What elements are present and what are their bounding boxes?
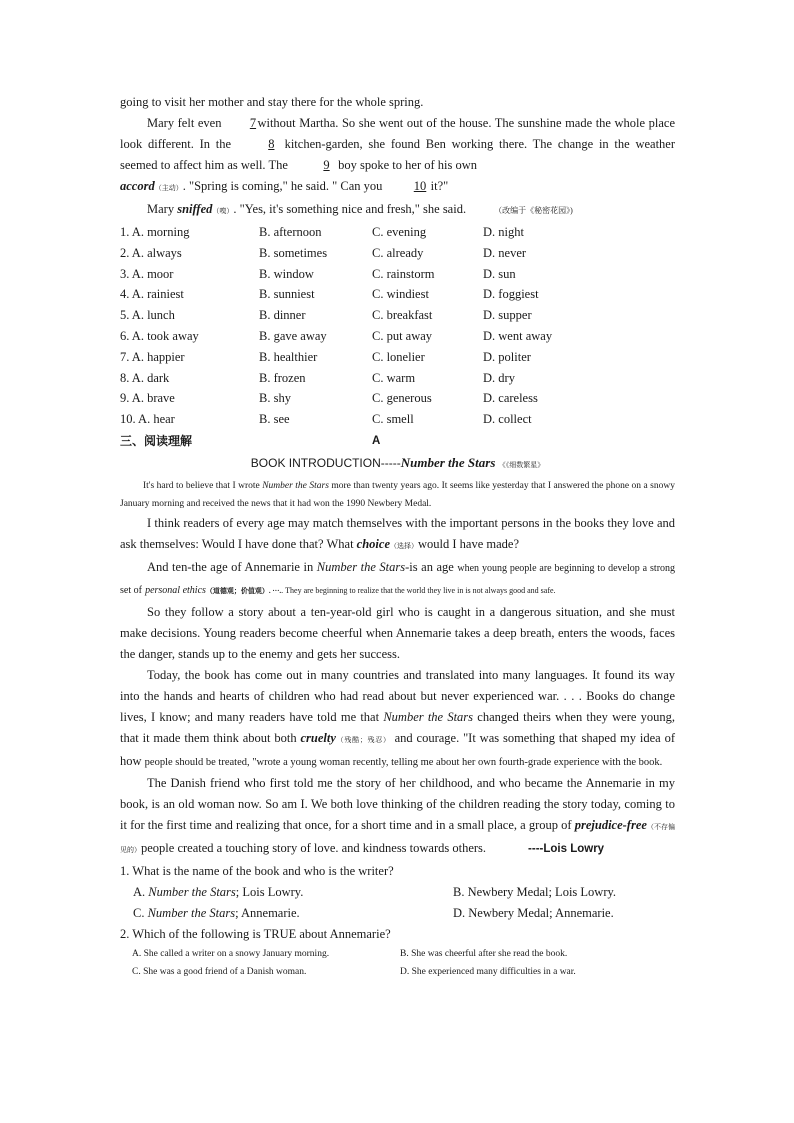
option-c[interactable]: C. rainstorm — [372, 266, 435, 281]
section-heading — [120, 430, 675, 452]
text: it?" — [430, 179, 449, 193]
story-paragraph — [120, 199, 675, 222]
option-d[interactable]: D. supper — [483, 308, 532, 323]
text: The Danish friend who first told me the story of her childhood, and who became the Annemarie in my book, is an old woman now. So am I. We both love thinking of the children reading the story today, coming to it for the first time and realizing that once, for a short time and in a small place, a group of — [120, 775, 675, 832]
section-title: 三、阅读理解 — [120, 433, 193, 448]
option-row — [120, 264, 675, 285]
part-label: A — [372, 434, 381, 447]
option-c[interactable]: C. warm — [372, 370, 416, 385]
option-a[interactable]: A. Number the Stars; Lois Lowry. — [133, 884, 304, 899]
option-a[interactable]: 2. A. always — [120, 245, 182, 260]
story-line: going to visit her mother and stay there for the whole spring. — [120, 95, 424, 109]
blank-10: 10 — [413, 179, 427, 193]
option-a[interactable]: A. She called a writer on a snowy January morning. — [132, 948, 330, 959]
article-paragraph-4: So they follow a story about a ten-year-old girl who is caught in a dangerous situation, and she must make decisions. Young readers become cheerful when Annemarie takes a deep breath, enters the woods, faces the danger, stands up to the enemy and gets her success. — [120, 604, 675, 661]
option-row — [120, 222, 675, 243]
word-choice: choice — [356, 536, 390, 551]
option-row — [120, 284, 675, 305]
book-name: Number the Stars — [316, 559, 406, 574]
gloss: （道德观；价值观）. ···. — [205, 586, 282, 595]
option-b[interactable]: B. healthier — [259, 349, 318, 364]
option-a[interactable]: 7. A. happier — [120, 349, 185, 364]
option-d[interactable]: D. night — [483, 225, 524, 239]
article-paragraph-6 — [120, 773, 675, 861]
blank-7: 7 — [249, 116, 257, 130]
option-b[interactable]: B. gave away — [259, 328, 327, 343]
word-sniffed: sniffed — [177, 202, 213, 216]
option-b[interactable]: B. She was cheerful after she read the book. — [400, 948, 568, 959]
option-d[interactable]: D. sun — [483, 266, 516, 281]
option-d[interactable]: D. went away — [483, 328, 553, 343]
option-b[interactable]: B. window — [259, 266, 314, 281]
option-b[interactable]: B. sometimes — [259, 245, 328, 260]
option-c[interactable]: C. lonelier — [372, 349, 425, 364]
option-b[interactable]: B. frozen — [259, 370, 306, 385]
book-name: Number the Stars — [262, 480, 329, 491]
option-row — [120, 388, 675, 409]
option-b[interactable]: B. dinner — [259, 308, 306, 323]
option-d[interactable]: D. She experienced many difficulties in a war. — [400, 966, 576, 977]
option-row — [120, 305, 675, 326]
option-c[interactable]: C. windiest — [372, 287, 429, 302]
option-d[interactable]: D. foggiest — [483, 287, 539, 302]
cloze-options — [120, 222, 675, 430]
text: when young people are beginning to develop a strong set of — [120, 562, 676, 596]
article-paragraph-5 — [120, 665, 675, 773]
term-personal-ethics: personal ethics — [145, 584, 206, 596]
option-c[interactable]: C. generous — [372, 391, 432, 406]
option-c[interactable]: C. breakfast — [372, 308, 433, 323]
text: . "Yes, it's something nice and fresh," she said. — [233, 202, 467, 216]
gloss: （不存偏见的） — [120, 822, 676, 854]
option-a[interactable]: 6. A. took away — [120, 328, 199, 343]
gloss: （选择） — [390, 541, 418, 550]
text: -is an age — [405, 559, 454, 574]
option-b[interactable]: B. sunniest — [259, 287, 315, 302]
option-c[interactable]: C. smell — [372, 412, 414, 427]
text: It's hard to believe that I wrote — [143, 480, 260, 491]
document-page — [120, 92, 675, 981]
option-c[interactable]: C. put away — [372, 328, 433, 343]
text: would I have made? — [418, 536, 520, 551]
question-1: 1. What is the name of the book and who is the writer? — [120, 863, 394, 878]
option-row — [120, 243, 675, 264]
option-c[interactable]: C. evening — [372, 225, 427, 239]
text: Mary felt even — [147, 116, 222, 130]
gloss: （主动） — [154, 184, 183, 192]
option-a[interactable]: 10. A. hear — [120, 412, 175, 427]
text: kitchen-garden, she found Ben working there. The change in the weather seemed to affect him as well. The — [120, 137, 675, 172]
option-row — [120, 347, 675, 368]
option-row — [120, 368, 675, 389]
question-1-options — [120, 882, 675, 924]
option-a[interactable]: 5. A. lunch — [120, 308, 175, 323]
story-paragraph — [120, 113, 675, 199]
book-name: Number the Stars — [147, 905, 236, 920]
option-d[interactable]: D. careless — [483, 391, 538, 406]
word-accord: accord — [120, 179, 155, 193]
question-2: 2. Which of the following is TRUE about Annemarie? — [120, 926, 391, 941]
option-a[interactable]: 1. A. morning — [120, 225, 190, 239]
word-prejudice-free: prejudice-free — [574, 817, 647, 832]
text: . "Spring is coming," he said. " Can you — [182, 179, 383, 193]
text: and courage. "It was something that shaped my idea of how — [120, 730, 676, 768]
gloss: （残酷；残忍） — [335, 735, 391, 744]
option-b[interactable]: B. shy — [259, 391, 291, 406]
option-d[interactable]: D. Newbery Medal; Annemarie. — [453, 905, 614, 920]
option-c[interactable]: C. She was a good friend of a Danish woman. — [132, 966, 307, 977]
author: ----Lois Lowry — [528, 842, 605, 855]
text: And ten-the age of Annemarie in — [147, 559, 314, 574]
article-title — [120, 452, 675, 477]
text: ; Lois Lowry. — [235, 884, 304, 899]
option-c[interactable]: C. Number the Stars; Annemarie. — [133, 905, 300, 920]
text: Today, the book has come out in many countries and translated into many languages. It found its way into the hands and hearts of children who had read about but never experienced war. . . . Books do change lives, I know; and many readers have told me that — [120, 667, 675, 724]
blank-9: 9 — [323, 158, 330, 172]
option-a[interactable]: 3. A. moor — [120, 266, 174, 281]
option-b[interactable]: B. see — [259, 412, 290, 427]
text: ; Annemarie. — [235, 905, 300, 920]
blank-8: 8 — [268, 137, 275, 151]
text: more than twenty years ago. It seems like yesterday that I answered the phone on a snowy January morning and received the news that it had won the 1990 Newbery Medal. — [120, 480, 675, 509]
option-c[interactable]: C. already — [372, 245, 424, 260]
source-note: （改编于《秘密花园》) — [494, 206, 573, 215]
book-name: Number the Stars — [148, 884, 236, 899]
text: without Martha. So she went out of the house. The sunshine made the whole place look different. In the — [120, 116, 675, 151]
title-book: Number the Stars — [400, 454, 496, 470]
option-a[interactable]: 4. A. rainiest — [120, 287, 184, 302]
word-cruelty: cruelty — [300, 730, 336, 745]
article-paragraph-3 — [120, 557, 675, 602]
article-paragraph-1 — [120, 477, 675, 513]
text: changed theirs when they were young, that it made them think about both — [120, 709, 676, 745]
option-a[interactable]: 8. A. dark — [120, 370, 170, 385]
text: people should be treated, "wrote a young woman recently, telling me about her own fourth-grade experience with the book. — [144, 756, 663, 768]
option-d[interactable]: D. never — [483, 245, 527, 260]
question-2-options — [120, 945, 675, 981]
option-row — [120, 326, 675, 347]
text: Mary — [147, 202, 175, 216]
gloss: （嗅） — [212, 207, 234, 215]
book-name: Number the Stars — [383, 709, 474, 724]
article-paragraph-2 — [120, 513, 675, 557]
title-prefix: BOOK INTRODUCTION----- — [250, 455, 401, 470]
option-b[interactable]: B. Newbery Medal; Lois Lowry. — [453, 884, 617, 899]
option-d[interactable]: D. politer — [483, 349, 531, 364]
option-a[interactable]: 9. A. brave — [120, 391, 175, 406]
text: . They are beginning to realize that the world they live in is not always good and safe. — [281, 585, 556, 595]
option-row — [120, 409, 675, 430]
option-b[interactable]: B. afternoon — [259, 225, 322, 239]
option-d[interactable]: D. collect — [483, 412, 532, 427]
text: people created a touching story of love. and kindness towards others. — [141, 840, 487, 855]
option-d[interactable]: D. dry — [483, 370, 515, 385]
text: boy spoke to her of his own — [338, 158, 478, 172]
text: I think readers of every age may match themselves with the important persons in the books they love and ask themselves: Would I have done that? What — [120, 515, 675, 551]
title-gloss: 《《细数繁星》 — [498, 461, 545, 469]
